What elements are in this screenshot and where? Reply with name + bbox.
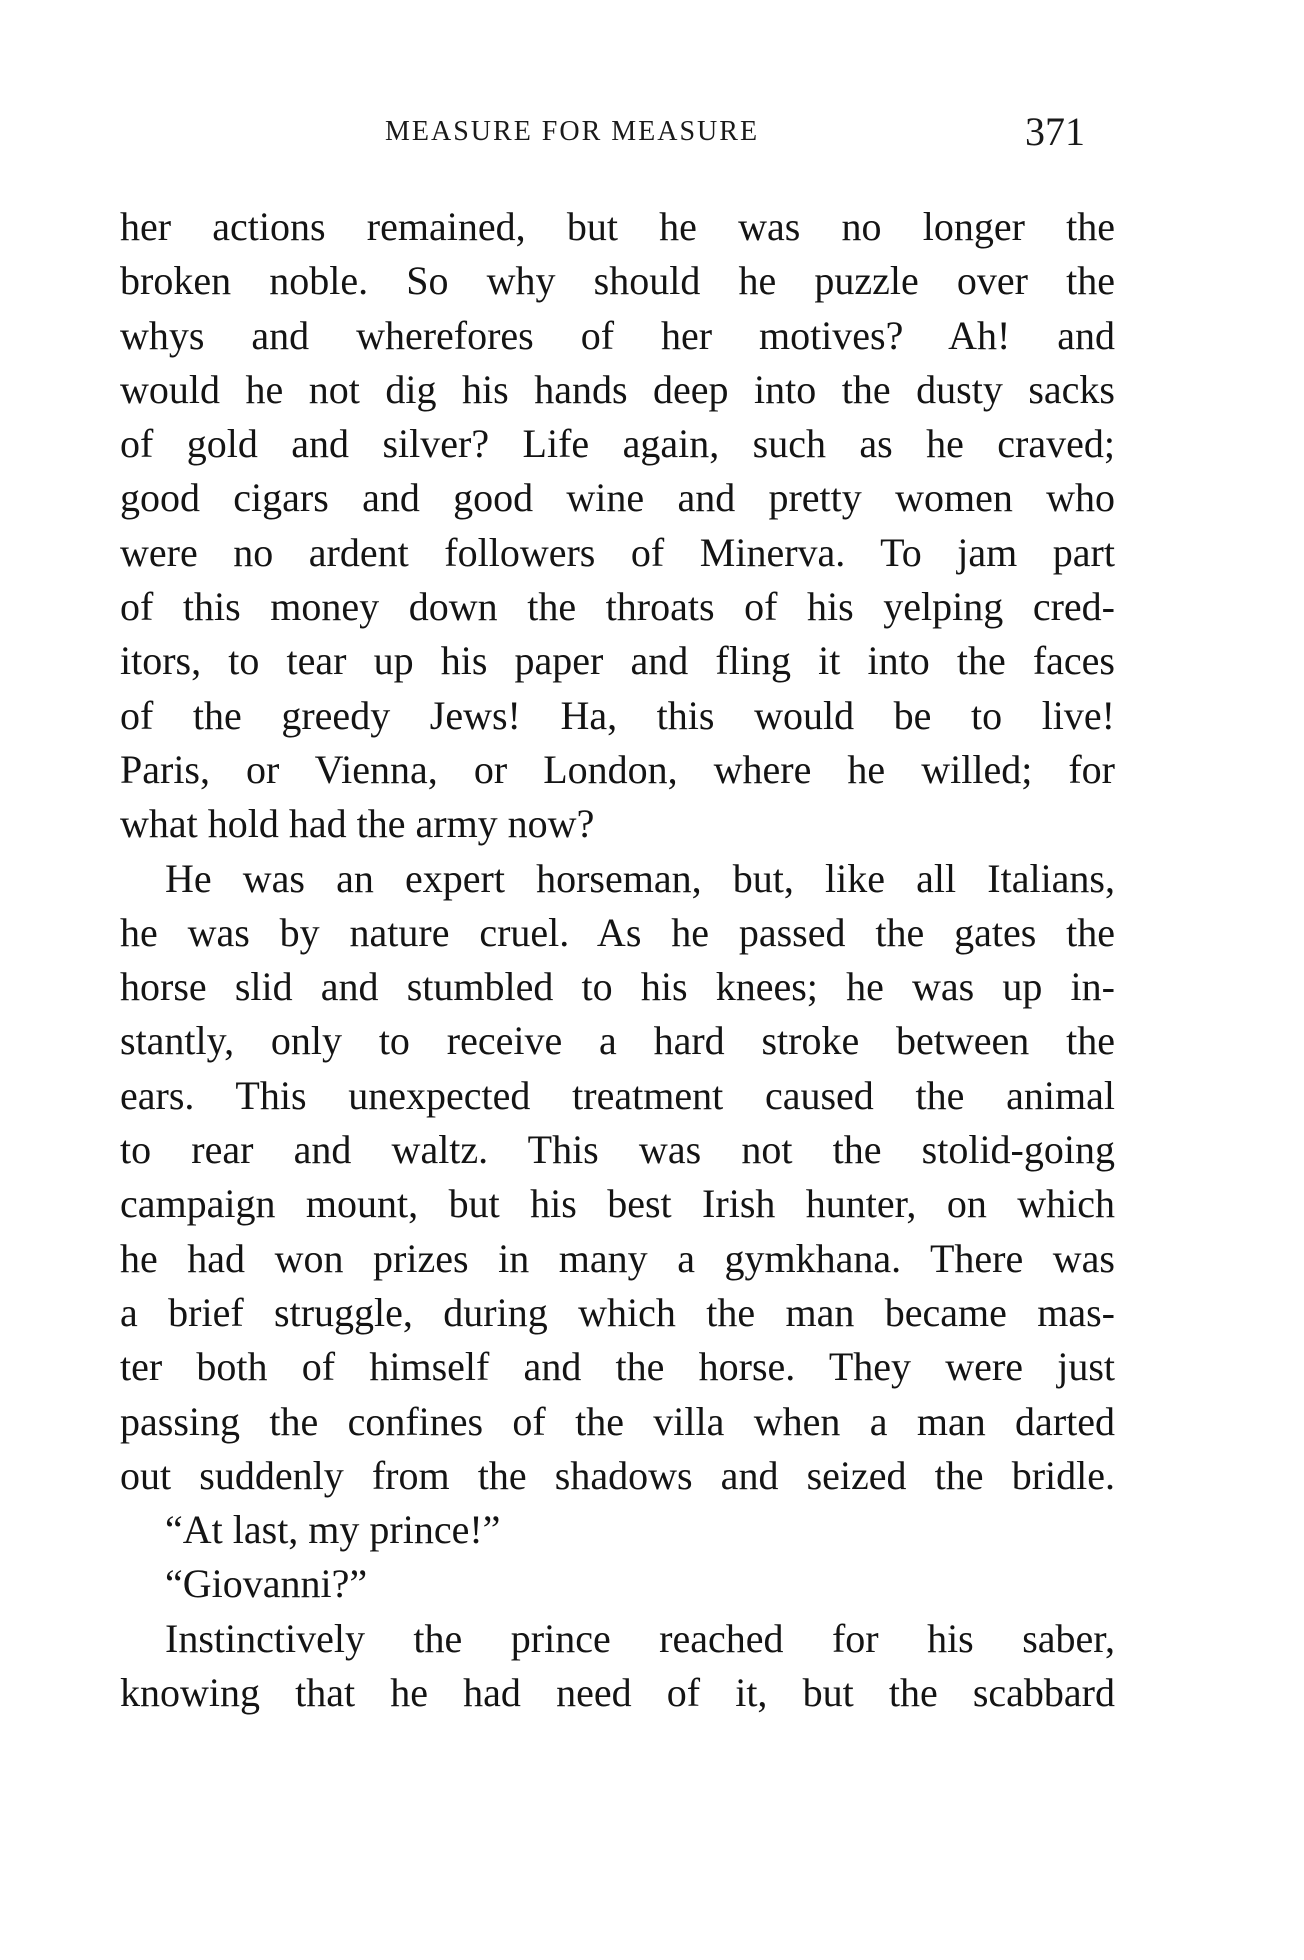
text-line: whys and wherefores of her motives? Ah! and (120, 312, 1115, 358)
text-line: a brief struggle, during which the man became mas- (120, 1289, 1115, 1335)
text-line: itors, to tear up his paper and fling it into the faces (120, 638, 1115, 684)
text-line: knowing that he had need of it, but the scabbard (120, 1670, 1115, 1716)
text-line: Paris, or Vienna, or London, where he willed; for (120, 746, 1115, 792)
dialogue-line: “At last, my prince!” (165, 1507, 501, 1553)
text-line: ears. This unexpected treatment caused the animal (120, 1072, 1115, 1118)
text-line: he had won prizes in many a gymkhana. There was (120, 1235, 1115, 1281)
paragraph-start-line: Instinctively the prince reached for his saber, (165, 1615, 1115, 1661)
text-line: her actions remained, but he was no longer the (120, 204, 1115, 249)
text-line: broken noble. So why should he puzzle over the (120, 258, 1115, 304)
text-line: good cigars and good wine and pretty women who (120, 475, 1115, 521)
dialogue-line: “Giovanni?” (165, 1561, 368, 1607)
body-text (120, 200, 1115, 1720)
text-line: of the greedy Jews! Ha, this would be to live! (120, 692, 1115, 738)
text-line: to rear and waltz. This was not the stolid-going (120, 1127, 1115, 1173)
text-line: would he not dig his hands deep into the dusty sacks (120, 366, 1115, 412)
running-head: MEASURE FOR MEASURE (385, 116, 760, 147)
text-line: campaign mount, but his best Irish hunter, on which (120, 1181, 1115, 1227)
text-line: of this money down the throats of his yelping cred- (120, 584, 1115, 630)
text-line: stantly, only to receive a hard stroke between the (120, 1018, 1115, 1064)
page-number: 371 (1025, 109, 1085, 154)
paragraph-start-line: He was an expert horseman, but, like all Italians, (165, 855, 1115, 901)
text-line: out suddenly from the shadows and seized the bridle. (120, 1452, 1115, 1498)
text-line: he was by nature cruel. As he passed the gates the (120, 909, 1115, 955)
text-line: of gold and silver? Life again, such as he craved; (120, 421, 1115, 467)
text-line: horse slid and stumbled to his knees; he was up in- (120, 964, 1115, 1010)
text-line: what hold had the army now? (120, 801, 595, 847)
text-line: passing the confines of the villa when a man darted (120, 1398, 1115, 1444)
text-line: ter both of himself and the horse. They were just (120, 1344, 1115, 1390)
text-line: were no ardent followers of Minerva. To jam part (120, 529, 1115, 575)
